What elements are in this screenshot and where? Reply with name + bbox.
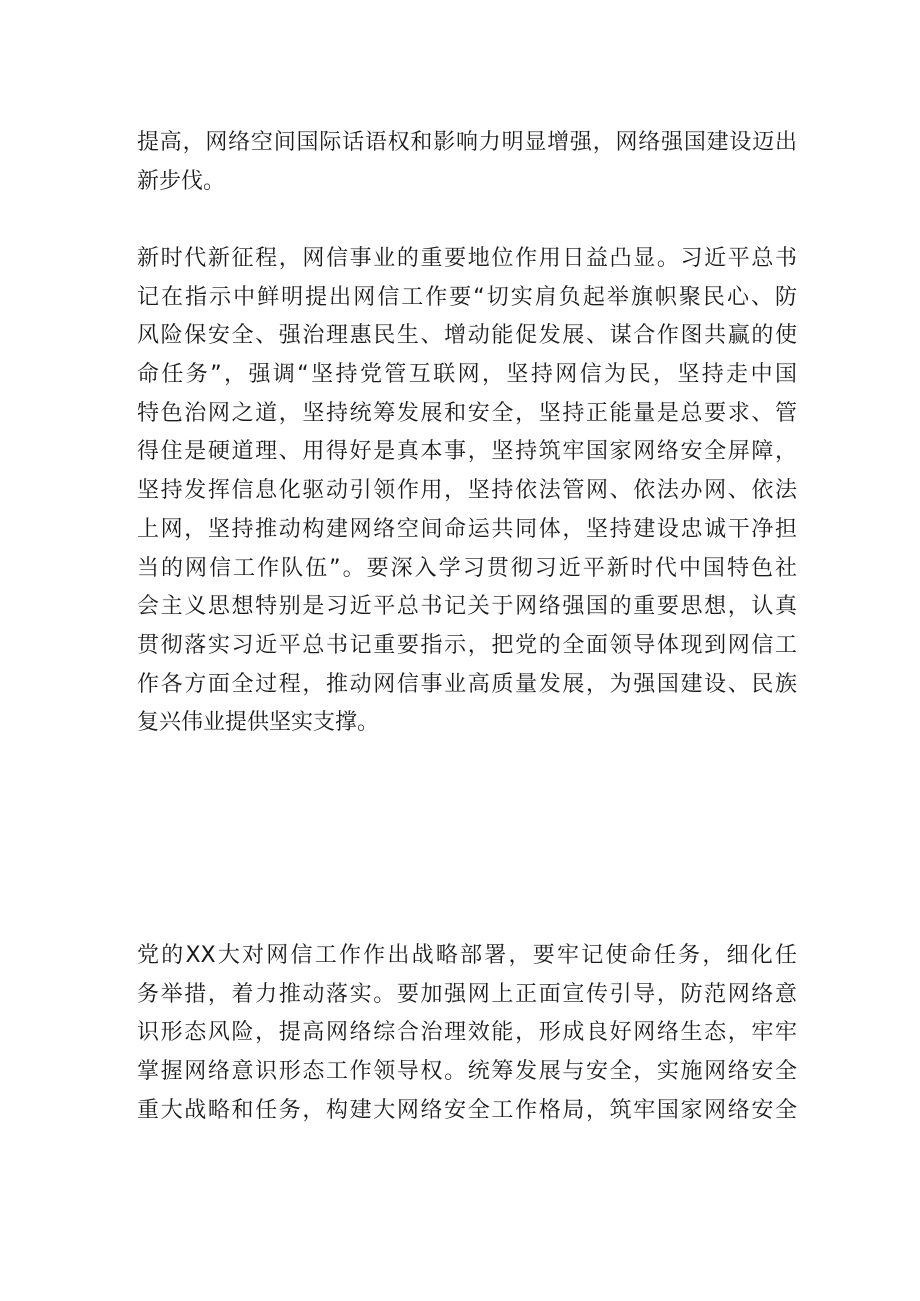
paragraph-line: 党的XX大对网信工作作出战略部署，要牢记使命任务，细化任	[137, 943, 797, 968]
paragraph-3	[137, 937, 797, 1130]
paragraph-line: 重大战略和任务，构建大网络安全工作格局，筑牢国家网络安全	[137, 1097, 797, 1123]
paragraph-line: 记在指示中鲜明提出网信工作要“切实肩负起举旗帜聚民心、防	[137, 284, 797, 310]
paragraph-line: 上网，坚持推动构建网络空间命运共同体，坚持建设忠诚干净担	[137, 516, 797, 542]
paragraph-2	[137, 240, 797, 743]
paragraph-line: 会主义思想特别是习近平总书记关于网络强国的重要思想，认真	[137, 594, 797, 620]
paragraph-line: 贯彻落实习近平总书记重要指示，把党的全面领导体现到网信工	[137, 632, 797, 658]
paragraph-line: 新时代新征程，网信事业的重要地位作用日益凸显。习近平总书	[137, 246, 797, 271]
paragraph-line: 风险保安全、强治理惠民生、增动能促发展、谋合作图共赢的使	[137, 323, 797, 349]
paragraph-line: 提高，网络空间国际话语权和影响力明显增强，网络强国建设迈出	[137, 130, 797, 155]
paragraph-line: 务举措，着力推动落实。要加强网上正面宣传引导，防范网络意	[137, 981, 797, 1007]
paragraph-line: 得住是硬道理、用得好是真本事，坚持筑牢国家网络安全屏障，	[137, 439, 797, 465]
paragraph-line: 复兴伟业提供坚实支撑。	[137, 710, 380, 736]
paragraph-line: 当的网信工作队伍”。要深入学习贯彻习近平新时代中国特色社	[137, 555, 797, 581]
paragraph-line: 作各方面全过程，推动网信事业高质量发展，为强国建设、民族	[137, 671, 797, 697]
paragraph-line: 掌握网络意识形态工作领导权。统筹发展与安全，实施网络安全	[137, 1059, 797, 1085]
paragraph-line: 识形态风险，提高网络综合治理效能，形成良好网络生态，牢牢	[137, 1020, 797, 1046]
paragraph-line: 命任务”，强调“坚持党管互联网，坚持网信为民，坚持走中国	[137, 362, 797, 388]
paragraph-1	[137, 124, 797, 201]
paragraph-line: 坚持发挥信息化驱动引领作用，坚持依法管网、依法办网、依法	[137, 478, 797, 504]
paragraph-line: 新步伐。	[137, 168, 226, 194]
paragraph-line: 特色治网之道，坚持统筹发展和安全，坚持正能量是总要求、管	[137, 400, 797, 426]
